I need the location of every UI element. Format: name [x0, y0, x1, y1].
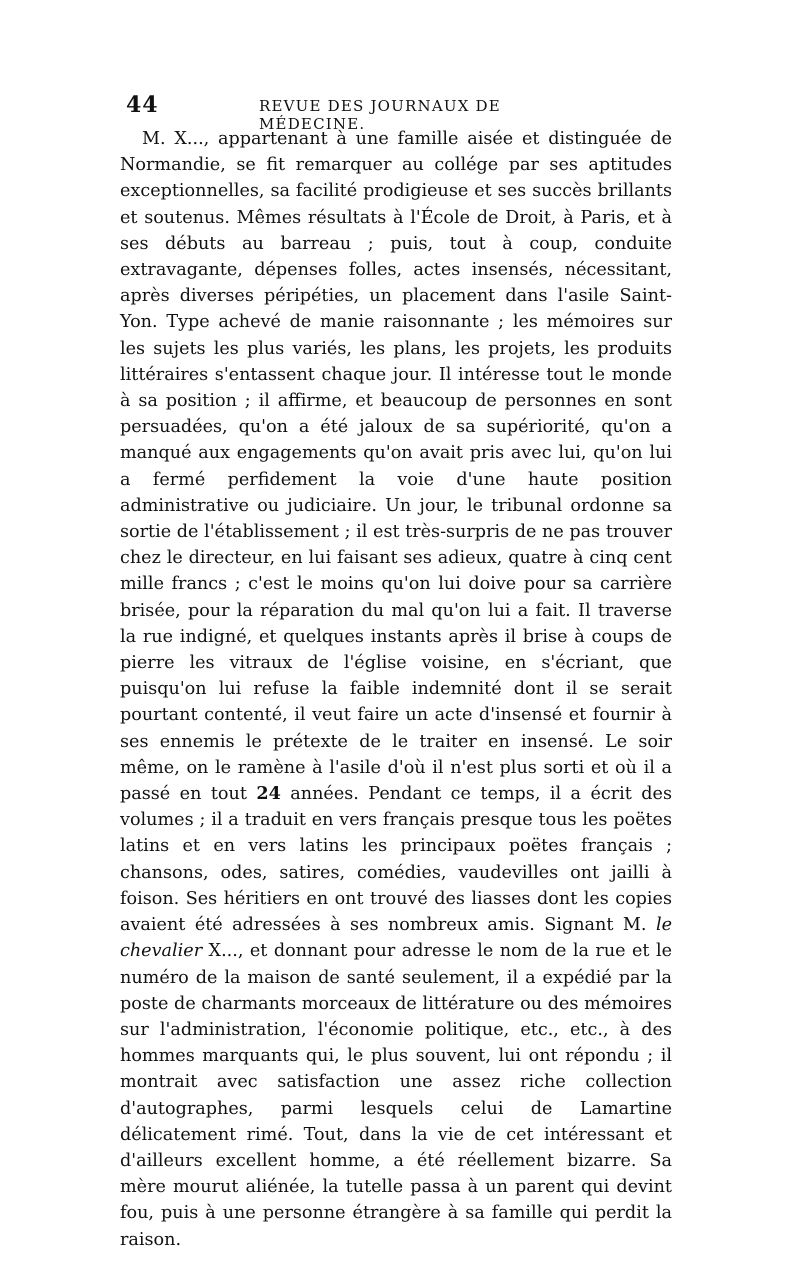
years-number: 24	[256, 783, 281, 805]
running-title: REVUE DES JOURNAUX DE MÉDECINE.	[259, 97, 501, 133]
page-header	[126, 92, 606, 133]
paragraph-text-part-1: M. X..., appartenant à une famille aisée et distinguée de Normandie, se fit remarquer au collége par ses aptitudes exceptionnelles, sa facilité prodigieuse et ses succès brillants et soutenus. Mêmes résultats à l'École de Droit, à Paris, et à ses débuts au barreau ; puis, tout à coup, conduite extravagante, dépenses folles, actes insensés, nécessitant, après diverses péripéties, un placement dans l'asile Saint-Yon. Type achevé de manie raisonnante ; les mémoires sur les sujets les plus variés, les plans, les projets, les produits littéraires s'entassent chaque jour. Il intéresse tout le monde à sa position ; il affirme, et beaucoup de personnes en sont persuadées, qu'on a été jaloux de sa supériorité, qu'on a manqué aux engagements qu'on avait pris avec lui, qu'on lui a fermé perfidement la voie d'une haute position administrative ou judiciaire. Un jour, le tribunal ordonne sa sortie de l'établissement ; il est très-surpris de ne pas trouver chez le directeur, en lui faisant ses adieux, quatre à cinq cent mille francs ; c'est le moins qu'on lui doive pour sa carrière brisée, pour la réparation du mal qu'on lui a fait. Il traverse la rue indigné, et quelques instants après il brise à coups de pierre les vitraux de l'église voisine, en s'écriant, que puisqu'on lui refuse la faible indemnité dont il se serait pourtant contenté, il veut faire un acte d'insensé et fournir à ses ennemis le prétexte de le traiter en insensé. Le soir même, on le ramène à l'asile d'où il n'est plus sorti et où il a passé en tout	[120, 129, 672, 805]
page-number: 44	[126, 92, 159, 118]
signature-title: le chevalier	[120, 915, 672, 962]
article-paragraph	[120, 126, 672, 1253]
paragraph-text-part-2: années. Pendant ce temps, il a écrit des volumes ; il a traduit en vers français presque tous les poëtes latins et en vers latins les principaux poëtes français ; chansons, odes, satires, comédies, vaudevilles ont jailli à foison. Ses héritiers en ont trouvé des liasses dont les copies avaient été adressées à ses nombreux amis. Signant M.	[120, 784, 672, 936]
paragraph-text-part-3: X..., et donnant pour adresse le nom de la rue et le numéro de la maison de santé seulement, il a expédié par la poste de charmants morceaux de littérature ou des mémoires sur l'administration, l'économie politique, etc., etc., à des hommes marquants qui, le plus souvent, lui ont répondu ; il montrait avec satisfaction une assez riche collection d'autographes, parmi lesquels celui de Lamartine délicatement rimé. Tout, dans la vie de cet intéressant et d'ailleurs excellent homme, a été réellement bizarre. Sa mère mourut aliénée, la tutelle passa à un parent qui devint fou, puis à une personne étrangère à sa famille qui perdit la raison.	[120, 941, 672, 1250]
